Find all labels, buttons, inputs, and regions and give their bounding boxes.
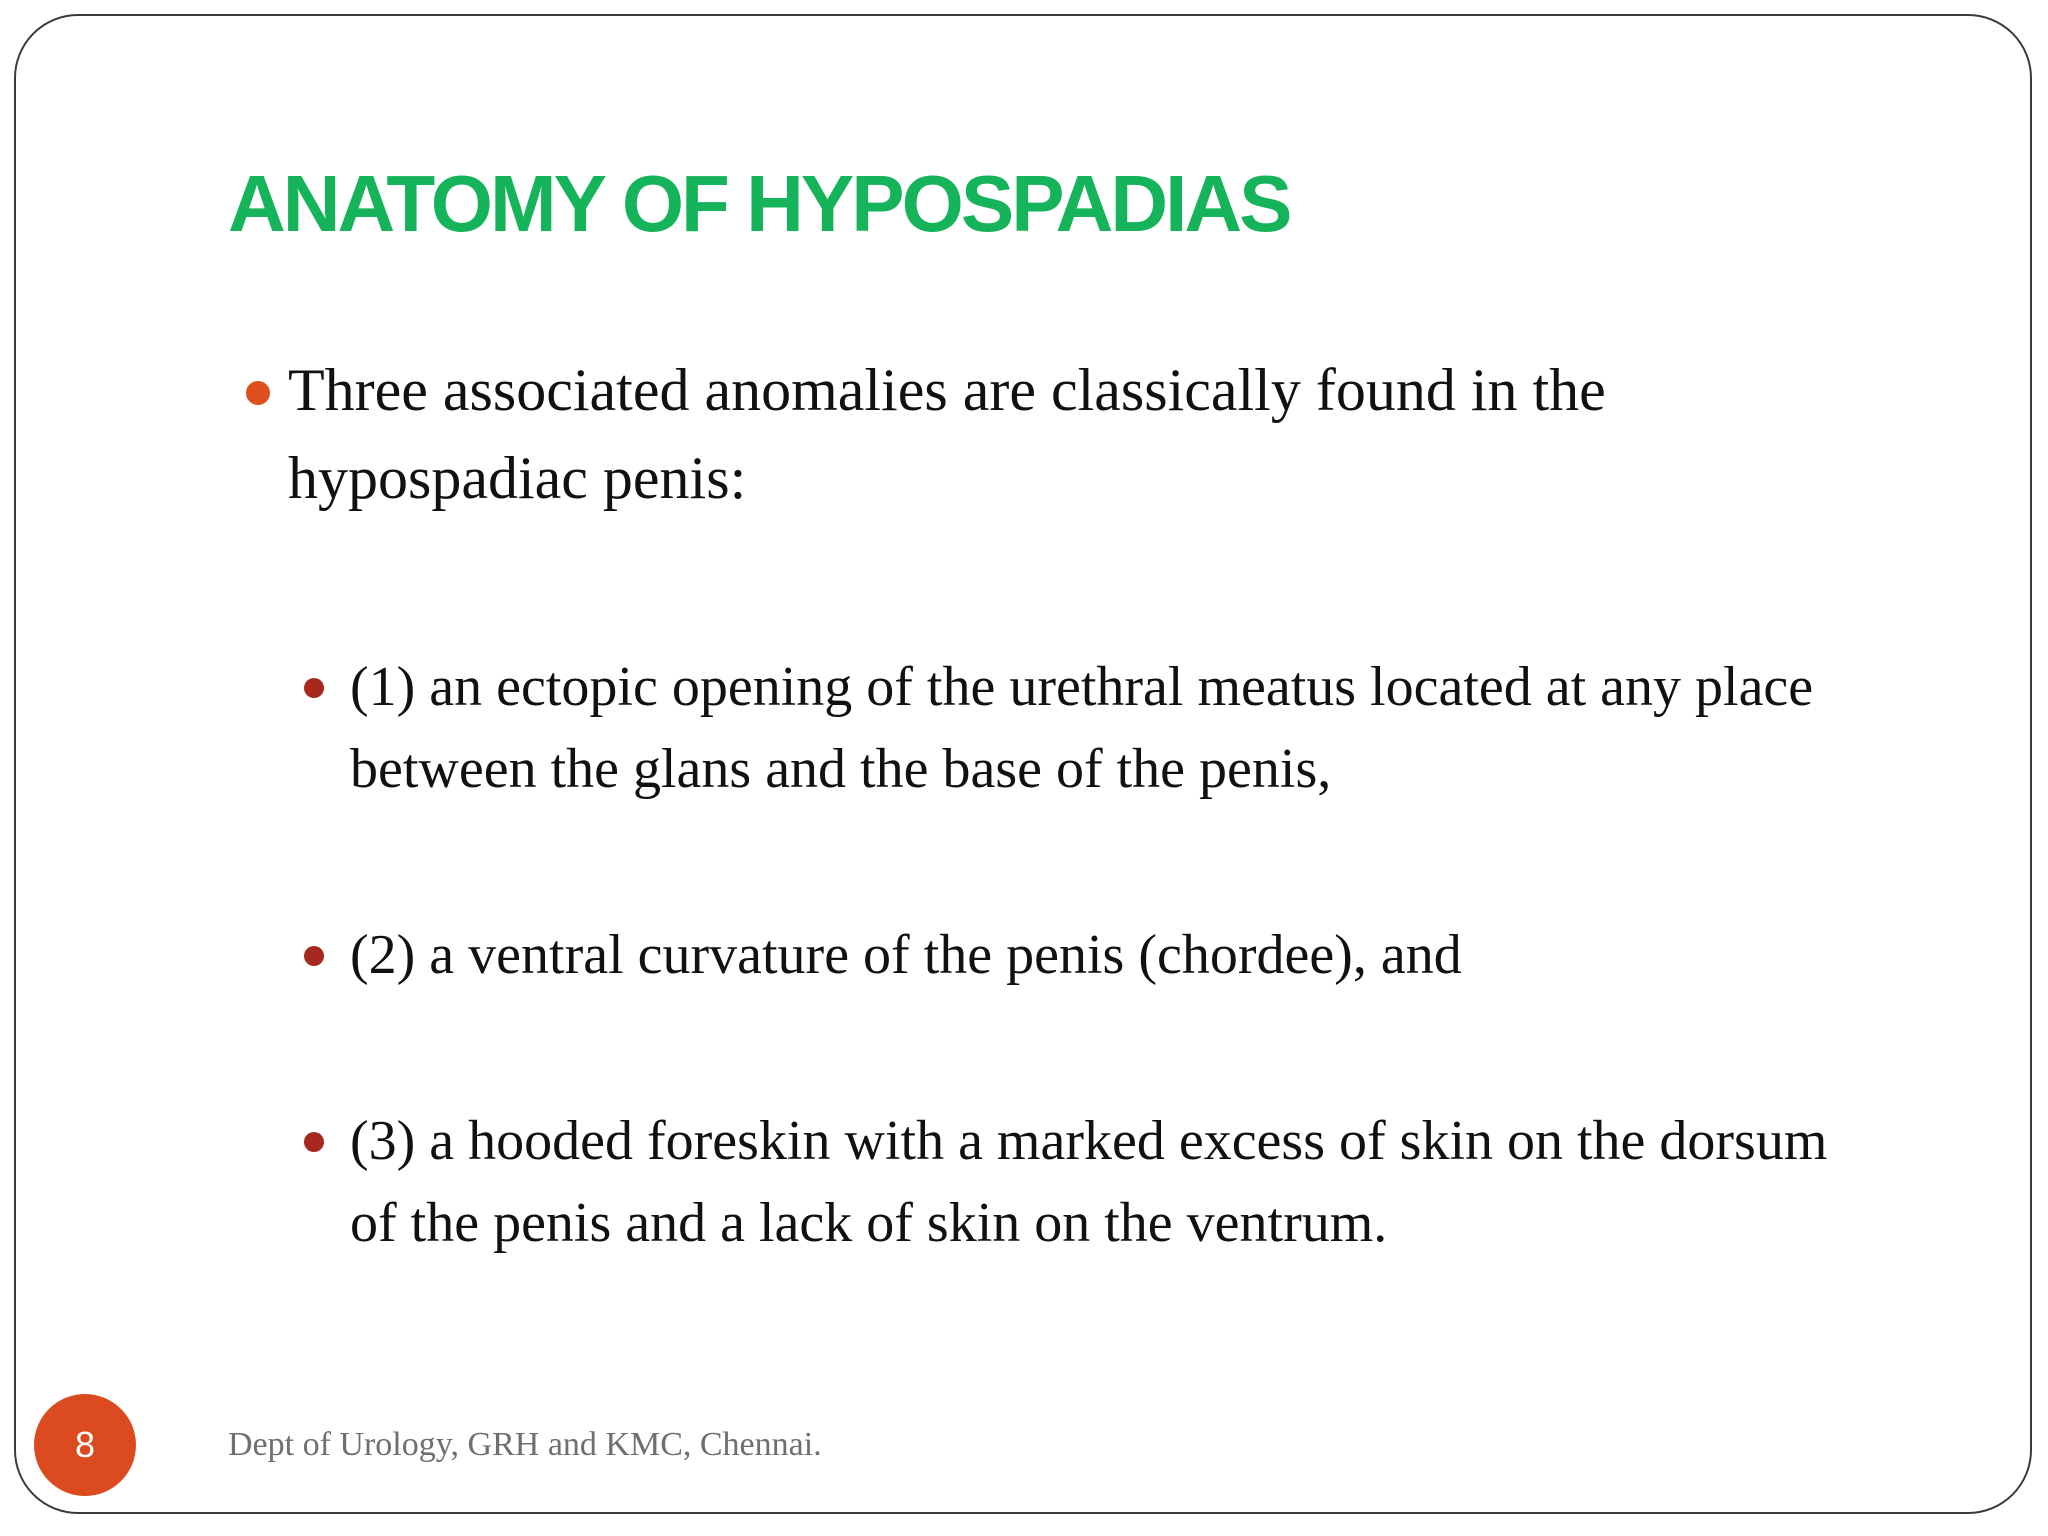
sub-bullet-1 [350,646,1880,810]
slide-frame [14,14,2032,1514]
sub-bullet-dot-icon [304,678,324,698]
sub-bullet-dot-icon [304,1132,324,1152]
page-number-badge: 8 [34,1394,136,1496]
sub-bullet-text: (3) a hooded foreskin with a marked excess of skin on the dorsum of the penis and a lack of skin on the ventrum. [350,1110,1828,1254]
sub-bullet-3 [350,1100,1880,1264]
main-bullet [288,346,1788,522]
slide-title: ANATOMY OF HYPOSPADIAS [228,159,1290,248]
sub-bullet-dot-icon [304,946,324,966]
bullet-dot-icon [246,381,270,405]
slide-footer: Dept of Urology, GRH and KMC, Chennai. [228,1426,822,1463]
slide-content [16,16,2030,1512]
main-bullet-text: Three associated anomalies are classically found in the hypospadiac penis: [288,357,1606,511]
sub-bullet-text: (2) a ventral curvature of the penis (chordee), and [350,924,1462,986]
sub-bullet-2 [350,914,1880,996]
sub-bullet-text: (1) an ectopic opening of the urethral meatus located at any place between the glans and the base of the penis, [350,656,1814,800]
